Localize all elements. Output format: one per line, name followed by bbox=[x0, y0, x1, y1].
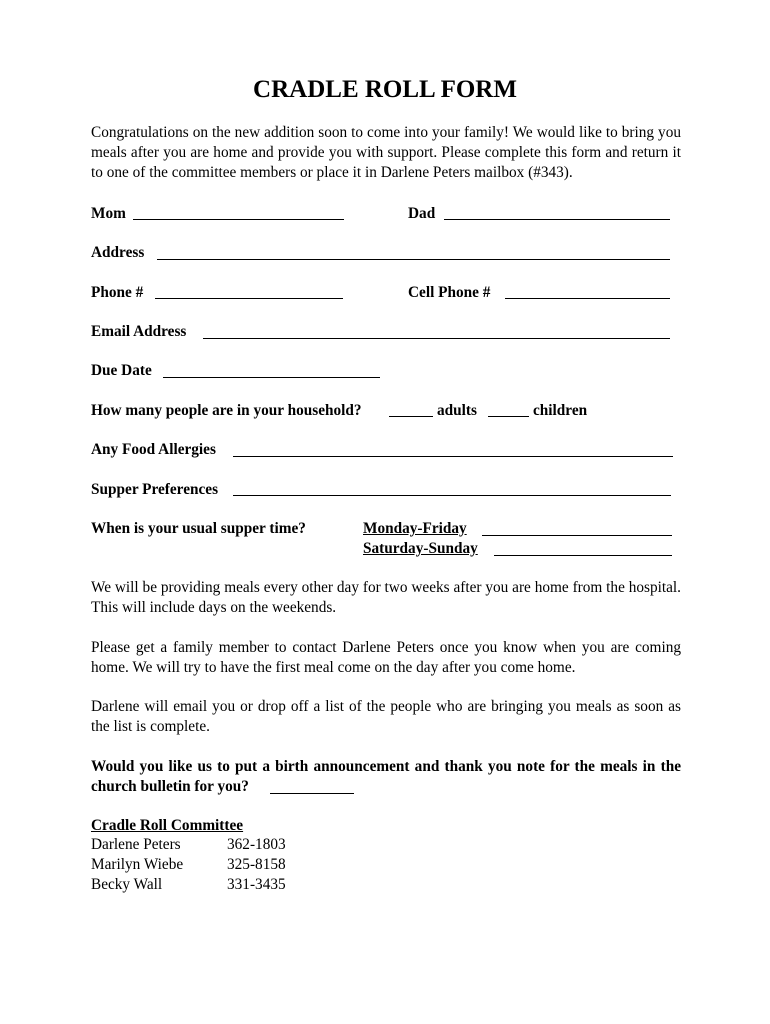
phone-field[interactable] bbox=[155, 298, 343, 299]
mom-label: Mom bbox=[91, 205, 126, 222]
address-label: Address bbox=[91, 244, 145, 261]
household-question: How many people are in your household? bbox=[91, 402, 362, 419]
supper-preferences-label: Supper Preferences bbox=[91, 481, 219, 498]
children-label: children bbox=[533, 402, 588, 419]
supper-preferences-field[interactable] bbox=[233, 495, 671, 496]
committee-member-name: Darlene Peters bbox=[91, 836, 181, 853]
allergies-label: Any Food Allergies bbox=[91, 441, 216, 458]
meals-schedule-paragraph: We will be providing meals every other day for two weeks after you are home from the hospital. This will include days on the weekends. bbox=[91, 579, 681, 616]
dad-label: Dad bbox=[408, 205, 436, 222]
mom-field[interactable] bbox=[133, 219, 344, 220]
committee-heading: Cradle Roll Committee bbox=[91, 817, 244, 834]
cell-phone-field[interactable] bbox=[505, 298, 670, 299]
committee-member-phone: 362-1803 bbox=[227, 836, 286, 853]
due-date-field[interactable] bbox=[163, 377, 380, 378]
email-field[interactable] bbox=[203, 338, 670, 339]
weekday-supper-field[interactable] bbox=[482, 535, 672, 536]
adults-label: adults bbox=[437, 402, 477, 419]
children-field[interactable] bbox=[488, 416, 529, 417]
committee-member-name: Becky Wall bbox=[91, 876, 163, 893]
supper-time-question: When is your usual supper time? bbox=[91, 520, 306, 537]
announcement-answer-field[interactable] bbox=[270, 793, 354, 794]
committee-member-phone: 325-8158 bbox=[227, 856, 286, 873]
dad-field[interactable] bbox=[444, 219, 670, 220]
weekend-supper-field[interactable] bbox=[494, 555, 672, 556]
cell-phone-label: Cell Phone # bbox=[408, 284, 491, 301]
contact-paragraph: Please get a family member to contact Darlene Peters once you know when you are coming home. We will try to have the first meal come on the day after you come home. bbox=[91, 639, 681, 676]
due-date-label: Due Date bbox=[91, 362, 152, 379]
committee-member-phone: 331-3435 bbox=[227, 876, 286, 893]
address-field[interactable] bbox=[157, 259, 670, 260]
intro-paragraph: Congratulations on the new addition soon to come into your family! We would like to bring you meals after you are home and provide you with support. Please complete this form and return it to one of the committee members or place it in Darlene Peters mailbox (#343). bbox=[91, 124, 681, 181]
phone-label: Phone # bbox=[91, 284, 144, 301]
allergies-field[interactable] bbox=[233, 456, 673, 457]
page-title: CRADLE ROLL FORM bbox=[253, 76, 517, 103]
adults-field[interactable] bbox=[389, 416, 433, 417]
email-label: Email Address bbox=[91, 323, 187, 340]
announcement-question-text: Would you like us to put a birth announcement and thank you note for the meals in the church bulletin for you? bbox=[91, 758, 681, 795]
committee-member-name: Marilyn Wiebe bbox=[91, 856, 184, 873]
announcement-question bbox=[91, 757, 681, 797]
weekday-label: Monday-Friday bbox=[363, 520, 467, 537]
email-list-paragraph: Darlene will email you or drop off a list of the people who are bringing you meals as soon as the list is complete. bbox=[91, 698, 681, 735]
weekend-label: Saturday-Sunday bbox=[363, 540, 478, 557]
